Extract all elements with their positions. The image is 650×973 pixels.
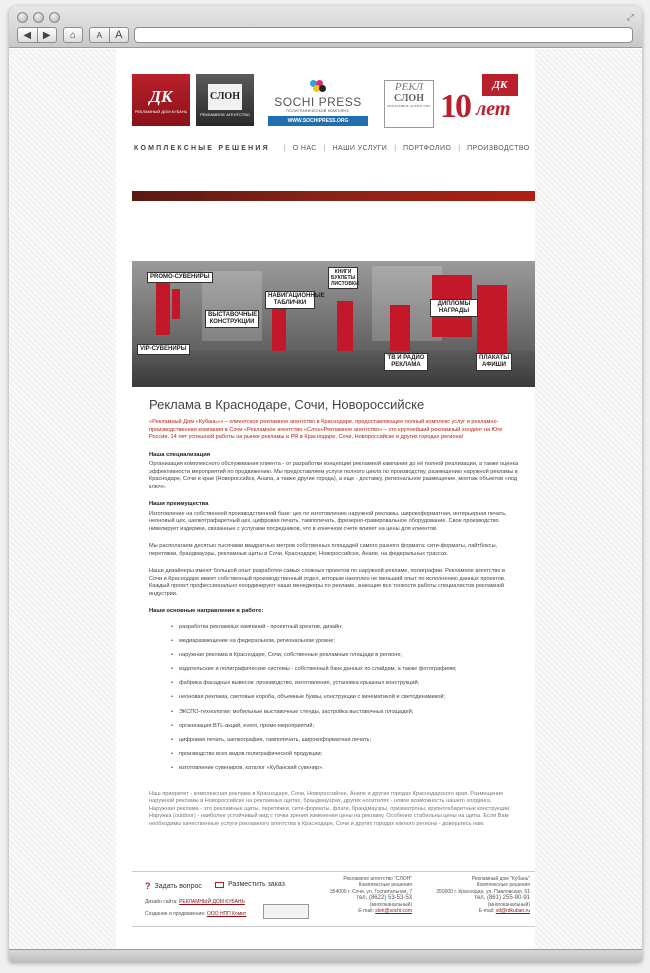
spacer [149,533,519,543]
address-slon [326,876,412,914]
site-footer [132,871,535,927]
address-bar[interactable] [134,27,633,43]
ask-question-link[interactable] [145,881,202,891]
banner-label-vip[interactable]: VIP-СУВЕНИРЫ [137,344,190,355]
logo-rd-kuban[interactable] [132,74,190,126]
ask-question-label: Задать вопрос [154,882,202,890]
fullscreen-icon[interactable]: ⤢ [626,12,634,22]
direction-item: • производство всех видов полиграфической продукции; [171,751,519,759]
envelope-icon [215,882,224,888]
address-line: Рекламный дом "Кубань" [471,876,530,882]
intro-paragraph: «Рекламный Дом «Кубань»» – клиентское рекламное агентство в Краснодаре, предоставляющее полный комплекс услуг и рекламно-производственная компания в Сочи «Рекламное агентство «Слон»Рекламное агентство» – это крупнейший рекламный холдинг на Юге России. 14 лет успешной работы на рынке рекламы и PR в Краснодаре, Сочи, Новороссийске и других городах региона! [149,419,503,440]
directions-list [171,624,519,773]
nav-item-portfolio[interactable]: ПОРТФОЛИО [403,145,452,152]
logo-sochi-press[interactable] [268,80,368,126]
banner-label-books[interactable]: КНИГИ БУКЛЕТЫ ЛИСТОВКИ [328,267,358,289]
designers-text: Наши дизайнеры имеют большой опыт разработки самых сложных проектов по наружной рекламе, полиграфии. Рекламное агентство в Сочи и Краснодаре имеет собственный производственный отдел, которым накоплен не меньший опыт по исполнению данных проектов. Каждый проект профессионально координируют наши менеджеры по рекламе, знающие все тонкости работы специалистов рекламной индустрии. [149,568,506,597]
advantages-text: Изготовление на собственной производственной базе: цех по изготовлению наружной рекламы, широкоформатная, интерьерная печать, неоновый цех, шелкотрафаретный цех, цифровая печать, тампопечать, фрезерно-гравировальное оборудование. Свое производство нивелирует издержки, связанные с услугами посредников, что в конечном счете влияет на цены для клиентов. [149,510,507,532]
banner-stand-red [337,301,353,351]
areas-text: Мы располагаем десятью тысячами квадратных метров собственных площадей самого разного формата: сити-форматы, лайтбоксы, перетяжки, брандмауэры, рекламные щиты в Сочи, Краснодаре, Новороссийске, Анапе, на федеральных трассах. [149,543,498,557]
nav-item-production[interactable]: ПРОИЗВОДСТВО [467,145,530,152]
phone-note: (многоканальный) [369,901,412,908]
banner-label-promo[interactable]: PROMO-СУВЕНИРЫ [147,272,213,283]
logo-10-years[interactable] [440,74,520,130]
logo-slon-text: СЛОН [208,84,242,110]
spacer [149,558,519,568]
outro-paragraph: Наш приоритет - комплексная реклама в Краснодаре, Сочи, Новороссийске, Анапе и других городах Краснодарского края. Размещение наружной рекламы в Новороссийске на рекламных щитах, брандмауэрах, других носителях - новое возможность нашего холдинга. Наружная реклама - это рекламные щиты, перетяжки, сити-форматы, флаги, брандмауэры, призматроны, крупногабаритные конструкции. Наружка (outdoor) - наиболее устойчивый вид с точки зрения изменения цены на рекламу. Особенно стабильны цены на щиты. Если Вам необходимы качественные услуги рекламного агентства в Краснодаре, Сочи и других городах южного региона - доверьтесь нам. [149,790,511,827]
direction-item[interactable]: • организация BTL-акций, event, промо-мероприятий; [171,723,519,731]
address-line: Комплексные решения [358,882,412,889]
rekl-logo-main: СЛОН [394,93,424,104]
phone-note: (многоканальный) [487,901,530,908]
logo-dk-text: ДК [149,86,173,106]
services-banner [132,261,535,387]
banner-stand-red [172,289,180,319]
banner-label-exhibition[interactable]: ВЫСТАВОЧНЫЕ КОНСТРУКЦИИ [205,310,259,328]
directions-heading: Наши основные направления в работе: [149,608,264,614]
browser-toolbar [9,6,642,48]
design-credit [145,899,245,905]
nav-item-services[interactable]: НАШИ УСЛУГИ [332,145,388,152]
logo-slon-subtext: РЕКЛАМНОЕ АГЕНТСТВО [200,111,250,117]
banner-stand-red [156,281,170,335]
banner-label-posters[interactable]: ПЛАКАТЫ АФИШИ [476,353,512,371]
specialization-heading: Наша специализация [149,451,211,458]
direction-item[interactable]: • разработка рекламных кампаний - проектный креатив, дизайн; [171,624,519,632]
address-kuban [430,876,530,914]
direction-item[interactable]: • издательские и полиграфические системы - собственный банк данных по слайдам, а также фотографиям; [171,666,519,674]
nav-separator: | [323,145,326,152]
browser-status-bar [9,949,642,962]
direction-item[interactable]: • изготовление сувениров, каталог «Кубанский сувенир». [171,765,519,773]
email-label: E-mail: [478,908,496,915]
visit-counter[interactable] [263,904,309,919]
nav-separator: | [458,145,461,152]
dev-credit-label: Создание и продвижение: [145,911,207,917]
sochi-press-url[interactable]: WWW.SOCHIPRESS.ORG [268,116,368,126]
question-icon: ? [145,881,151,891]
advantages-heading: Наши преимущества [149,501,209,507]
address-line: 354000 г. Сочи, ул. Госпитальная, 7 [329,888,412,895]
direction-item[interactable]: • неоновая реклама, световые короба, объемные буквы, конструкции с кинематикой и светодинамикой; [171,694,519,702]
back-button[interactable]: ◀ [18,28,38,42]
close-window-button[interactable] [17,12,28,23]
logo-dk-subtext: РЕКЛАМНЫЙ ДОМ КУБАНЬ [134,108,188,114]
sochi-press-flower-icon [307,80,329,94]
phone-number: тел. (8622) 53-53-53 [356,895,412,902]
direction-item[interactable]: • цифровая печать, шелкография, тампопечать, широкоформатная печать; [171,737,519,745]
address-line: 350000 г. Краснодар, ул. Павловская, 61 [436,888,530,895]
specialization-text: Организация комплексного обслуживания клиента - от разработки концепции рекламной кампании до её полной реализации, а также оценка эффективности мероприятий по продвижению. Мы предоставляем услуги полного цикла по производству, размещению наружной рекламы в Краснодаре, Сочи и крае (Новороссийск, Анапа, а также другие города), а еще - доставку, региональное размещение, монтаж объектов «под ключ». [149,461,519,490]
email-link[interactable]: slon@sochi.com [375,908,412,915]
address-line: Рекламное агентство "СЛОН" [343,876,412,882]
browser-window [9,6,642,962]
history-nav [17,27,57,43]
email-line [430,908,530,914]
nav-brand-slogan: КОМПЛЕКСНЫЕ РЕШЕНИЯ [134,145,270,152]
sochi-press-name: SOCHI PRESS [274,95,362,109]
direction-item[interactable]: • ЭКСПО-технологии: мобильные выставочные стенды, застройка выставочных площадей; [171,709,519,717]
rekl-logo-sub: РЕКЛАМНОЕ АГЕНТСТВО [387,104,431,108]
forward-button[interactable]: ▶ [42,29,51,41]
direction-item: • фабрика фасадных вывесок: производство, изготовление, установка крышных конструкций; [171,680,519,688]
site-page [116,49,535,949]
anniv-word: лет [476,98,511,120]
page-viewport [9,49,642,949]
email-label: E-mail: [358,908,376,915]
place-order-label: Разместить заказ [228,881,285,888]
nav-item-about[interactable]: О НАС [292,145,317,152]
rekl-logo-top: РЕКЛ [394,81,424,93]
email-line [326,908,412,914]
phone-number: тел. (861) 255-90-91 [474,895,530,902]
dev-credit-link[interactable]: ООО НПП Комит [206,911,247,917]
anniv-mini-logo: ДК [482,74,518,96]
email-link[interactable]: vd@rdkuban.ru [495,908,530,915]
main-nav [134,145,530,152]
direction-item[interactable]: • наружная реклама в Краснодаре, Сочи, собственные рекламные площади в регионе; [171,652,519,660]
place-order-link[interactable] [215,881,285,888]
nav-separator: | [283,145,286,152]
banner-label-tv-radio[interactable]: ТВ И РАДИО РЕКЛАМА [384,353,428,371]
logo-slon[interactable] [196,74,254,126]
banner-label-navigation[interactable]: НАВИГАЦИОННЫЕ ТАБЛИЧКИ [265,291,315,309]
minimize-window-button[interactable] [33,12,44,23]
direction-item: • медиаразмещение на федеральном, региональном уровне; [171,638,519,646]
design-credit-label: Дизайн сайта: [145,899,180,905]
address-line: Комплексные решения [476,882,530,889]
banner-stand-red [390,305,410,351]
main-content [149,397,519,828]
logo-rekl-slon[interactable] [384,80,434,128]
banner-floor [132,351,535,387]
text-smaller-button[interactable]: A [90,28,110,42]
dev-credit [145,911,246,917]
design-credit-link[interactable]: РЕКЛАМНЫЙ ДОМ КУБАНЬ [179,899,245,905]
banner-label-diplomas[interactable]: ДИПЛОМЫ НАГРАДЫ [430,299,478,317]
sochi-press-subtitle: ПОЛИГРАФИЧЕСКИЙ КОМПЛЕКС [286,109,350,113]
zoom-window-button[interactable] [49,12,60,23]
anniv-number: 10 [440,88,470,125]
nav-separator: | [394,145,397,152]
home-icon: ⌂ [69,29,77,41]
header-red-bar [132,191,535,201]
text-size-controls [89,27,129,43]
text-larger-button[interactable]: A [115,29,123,41]
home-button[interactable] [63,27,83,43]
page-title: Реклама в Краснодаре, Сочи, Новороссийске [149,397,425,412]
header-logos [132,74,522,134]
